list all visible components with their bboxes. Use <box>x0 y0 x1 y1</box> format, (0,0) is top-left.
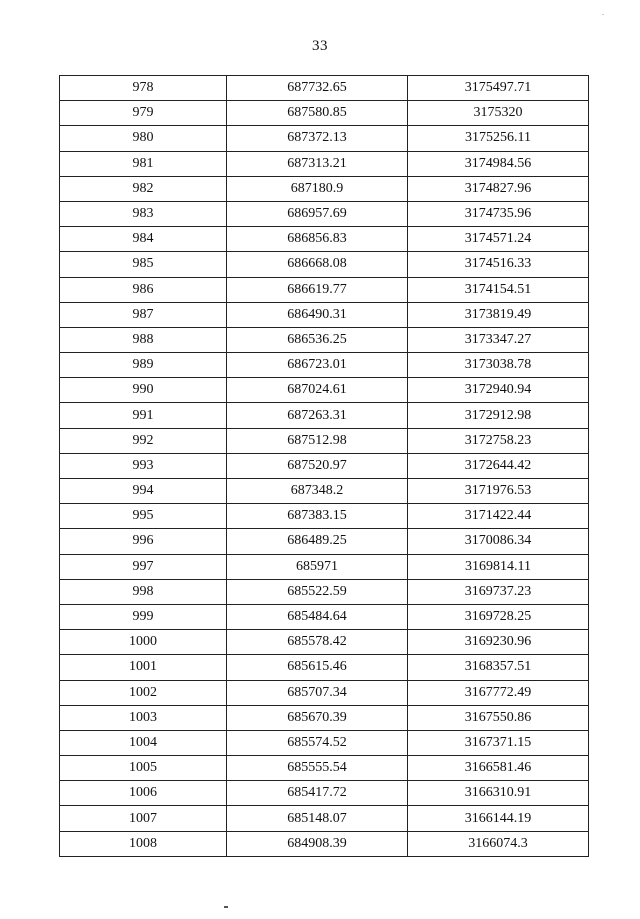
x-coordinate-cell: 687383.15 <box>227 504 408 529</box>
point-number-cell: 985 <box>60 252 227 277</box>
x-coordinate-cell: 685574.52 <box>227 730 408 755</box>
x-coordinate-cell: 687313.21 <box>227 151 408 176</box>
point-number-cell: 994 <box>60 479 227 504</box>
point-number-cell: 984 <box>60 227 227 252</box>
x-coordinate-cell: 685484.64 <box>227 604 408 629</box>
table-row <box>60 353 589 378</box>
table-row <box>60 655 589 680</box>
point-number-cell: 988 <box>60 327 227 352</box>
table-row <box>60 76 589 101</box>
y-coordinate-cell: 3175497.71 <box>408 76 589 101</box>
table-row <box>60 126 589 151</box>
x-coordinate-cell: 687520.97 <box>227 453 408 478</box>
y-coordinate-cell: 3174571.24 <box>408 227 589 252</box>
x-coordinate-cell: 686536.25 <box>227 327 408 352</box>
y-coordinate-cell: 3173347.27 <box>408 327 589 352</box>
y-coordinate-cell: 3166144.19 <box>408 806 589 831</box>
point-number-cell: 1000 <box>60 630 227 655</box>
y-coordinate-cell: 3169737.23 <box>408 579 589 604</box>
x-coordinate-cell: 687512.98 <box>227 428 408 453</box>
x-coordinate-cell: 687180.9 <box>227 176 408 201</box>
table-row <box>60 604 589 629</box>
y-coordinate-cell: 3174154.51 <box>408 277 589 302</box>
x-coordinate-cell: 685522.59 <box>227 579 408 604</box>
table-row <box>60 302 589 327</box>
y-coordinate-cell: 3175256.11 <box>408 126 589 151</box>
x-coordinate-cell: 687580.85 <box>227 101 408 126</box>
table-row <box>60 378 589 403</box>
y-coordinate-cell: 3169728.25 <box>408 604 589 629</box>
table-row <box>60 730 589 755</box>
y-coordinate-cell: 3172940.94 <box>408 378 589 403</box>
point-number-cell: 995 <box>60 504 227 529</box>
x-coordinate-cell: 685417.72 <box>227 781 408 806</box>
point-number-cell: 1004 <box>60 730 227 755</box>
table-row <box>60 781 589 806</box>
point-number-cell: 996 <box>60 529 227 554</box>
point-number-cell: 997 <box>60 554 227 579</box>
table-row <box>60 403 589 428</box>
x-coordinate-cell: 686957.69 <box>227 201 408 226</box>
point-number-cell: 980 <box>60 126 227 151</box>
scan-speck <box>224 906 228 908</box>
y-coordinate-cell: 3172644.42 <box>408 453 589 478</box>
point-number-cell: 979 <box>60 101 227 126</box>
point-number-cell: 998 <box>60 579 227 604</box>
point-number-cell: 1001 <box>60 655 227 680</box>
y-coordinate-cell: 3167550.86 <box>408 705 589 730</box>
point-number-cell: 1002 <box>60 680 227 705</box>
x-coordinate-cell: 685148.07 <box>227 806 408 831</box>
table-row <box>60 428 589 453</box>
point-number-cell: 1003 <box>60 705 227 730</box>
x-coordinate-cell: 687024.61 <box>227 378 408 403</box>
x-coordinate-cell: 685615.46 <box>227 655 408 680</box>
table-row <box>60 201 589 226</box>
x-coordinate-cell: 684908.39 <box>227 831 408 856</box>
table-row <box>60 227 589 252</box>
point-number-cell: 986 <box>60 277 227 302</box>
point-number-cell: 992 <box>60 428 227 453</box>
point-number-cell: 981 <box>60 151 227 176</box>
point-number-cell: 982 <box>60 176 227 201</box>
coordinate-table <box>59 75 589 857</box>
y-coordinate-cell: 3166074.3 <box>408 831 589 856</box>
table-row <box>60 529 589 554</box>
point-number-cell: 991 <box>60 403 227 428</box>
point-number-cell: 1005 <box>60 756 227 781</box>
x-coordinate-cell: 686856.83 <box>227 227 408 252</box>
y-coordinate-cell: 3171422.44 <box>408 504 589 529</box>
x-coordinate-cell: 687263.31 <box>227 403 408 428</box>
table-row <box>60 705 589 730</box>
scan-speck <box>602 14 604 15</box>
y-coordinate-cell: 3166581.46 <box>408 756 589 781</box>
y-coordinate-cell: 3174827.96 <box>408 176 589 201</box>
x-coordinate-cell: 685578.42 <box>227 630 408 655</box>
point-number-cell: 989 <box>60 353 227 378</box>
x-coordinate-cell: 686619.77 <box>227 277 408 302</box>
point-number-cell: 1008 <box>60 831 227 856</box>
y-coordinate-cell: 3173819.49 <box>408 302 589 327</box>
table-row <box>60 176 589 201</box>
point-number-cell: 999 <box>60 604 227 629</box>
table-row <box>60 554 589 579</box>
point-number-cell: 993 <box>60 453 227 478</box>
x-coordinate-cell: 685971 <box>227 554 408 579</box>
y-coordinate-cell: 3175320 <box>408 101 589 126</box>
x-coordinate-cell: 687348.2 <box>227 479 408 504</box>
table-row <box>60 831 589 856</box>
table-row <box>60 327 589 352</box>
table-row <box>60 806 589 831</box>
y-coordinate-cell: 3171976.53 <box>408 479 589 504</box>
x-coordinate-cell: 685670.39 <box>227 705 408 730</box>
y-coordinate-cell: 3167772.49 <box>408 680 589 705</box>
x-coordinate-cell: 687372.13 <box>227 126 408 151</box>
point-number-cell: 1006 <box>60 781 227 806</box>
y-coordinate-cell: 3167371.15 <box>408 730 589 755</box>
y-coordinate-cell: 3166310.91 <box>408 781 589 806</box>
x-coordinate-cell: 686489.25 <box>227 529 408 554</box>
table-row <box>60 252 589 277</box>
y-coordinate-cell: 3174735.96 <box>408 201 589 226</box>
coordinate-table-body <box>60 76 589 857</box>
table-row <box>60 151 589 176</box>
point-number-cell: 990 <box>60 378 227 403</box>
y-coordinate-cell: 3169230.96 <box>408 630 589 655</box>
point-number-cell: 983 <box>60 201 227 226</box>
x-coordinate-cell: 687732.65 <box>227 76 408 101</box>
y-coordinate-cell: 3173038.78 <box>408 353 589 378</box>
point-number-cell: 987 <box>60 302 227 327</box>
point-number-cell: 978 <box>60 76 227 101</box>
x-coordinate-cell: 685555.54 <box>227 756 408 781</box>
x-coordinate-cell: 686490.31 <box>227 302 408 327</box>
y-coordinate-cell: 3174984.56 <box>408 151 589 176</box>
table-row <box>60 277 589 302</box>
table-row <box>60 680 589 705</box>
table-row <box>60 479 589 504</box>
table-row <box>60 579 589 604</box>
x-coordinate-cell: 685707.34 <box>227 680 408 705</box>
table-row <box>60 101 589 126</box>
table-row <box>60 453 589 478</box>
y-coordinate-cell: 3174516.33 <box>408 252 589 277</box>
coordinate-table-container <box>59 75 588 857</box>
y-coordinate-cell: 3170086.34 <box>408 529 589 554</box>
y-coordinate-cell: 3169814.11 <box>408 554 589 579</box>
x-coordinate-cell: 686668.08 <box>227 252 408 277</box>
point-number-cell: 1007 <box>60 806 227 831</box>
y-coordinate-cell: 3172758.23 <box>408 428 589 453</box>
table-row <box>60 504 589 529</box>
table-row <box>60 756 589 781</box>
x-coordinate-cell: 686723.01 <box>227 353 408 378</box>
table-row <box>60 630 589 655</box>
page-number: 33 <box>312 38 328 54</box>
y-coordinate-cell: 3172912.98 <box>408 403 589 428</box>
y-coordinate-cell: 3168357.51 <box>408 655 589 680</box>
